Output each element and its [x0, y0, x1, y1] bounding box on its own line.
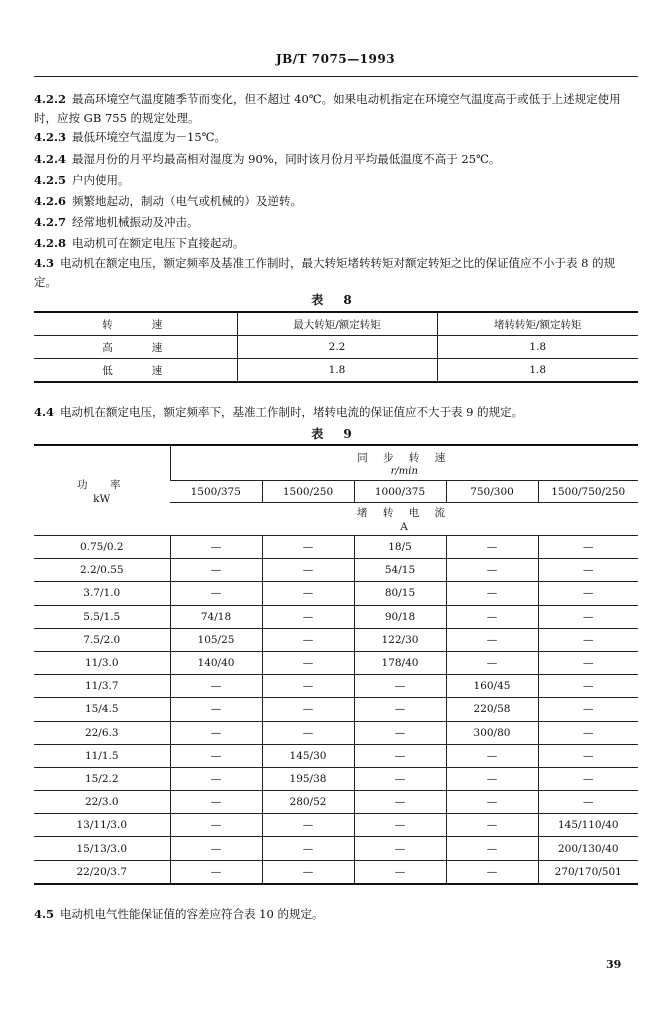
current-unit: A [400, 521, 408, 533]
locked-rotor-current-cell: 270/170/501 [538, 860, 638, 884]
table-row [34, 698, 638, 721]
paragraph-4-2-2 [34, 90, 638, 128]
table-row [34, 837, 638, 860]
locked-rotor-current-cell: — [354, 744, 446, 767]
locked-rotor-current-cell: — [446, 837, 538, 860]
locked-rotor-current-cell: — [170, 860, 262, 884]
locked-rotor-current-cell: — [538, 605, 638, 628]
table-cell: 1.8 [237, 359, 437, 383]
locked-rotor-current-cell: — [170, 791, 262, 814]
clause-number: 4.4 [34, 405, 55, 419]
table-cell: 1.8 [437, 359, 638, 383]
locked-rotor-current-cell: — [262, 675, 354, 698]
paragraph-4-2-7 [34, 213, 638, 232]
table-cell: 2.2 [237, 336, 437, 359]
clause-text: 户内使用。 [72, 173, 130, 187]
locked-rotor-current-cell: — [538, 582, 638, 605]
locked-rotor-current-cell: — [354, 767, 446, 790]
table-row [34, 359, 638, 383]
clause-text: 最低环境空气温度为－15℃。 [72, 130, 227, 144]
paragraph-4-3 [34, 254, 638, 292]
clause-number: 4.2.4 [34, 152, 67, 166]
table-row [34, 721, 638, 744]
locked-rotor-current-cell: 280/52 [262, 791, 354, 814]
table-cell: 高 速 [34, 336, 237, 359]
clause-number: 4.2.8 [34, 236, 67, 250]
locked-rotor-current-cell: 90/18 [354, 605, 446, 628]
table-9-caption: 表 9 [311, 427, 360, 441]
power-header [34, 445, 170, 536]
power-cell: 7.5/2.0 [34, 628, 170, 651]
locked-rotor-current-cell: — [170, 559, 262, 582]
clause-number: 4.3 [34, 256, 55, 270]
locked-rotor-current-cell: — [354, 860, 446, 884]
clause-number: 4.2.3 [34, 130, 67, 144]
locked-rotor-current-cell: — [538, 791, 638, 814]
locked-rotor-current-cell: 300/80 [446, 721, 538, 744]
locked-rotor-current-cell: — [262, 559, 354, 582]
locked-rotor-current-cell: — [262, 721, 354, 744]
locked-rotor-current-cell: 145/30 [262, 744, 354, 767]
locked-rotor-current-cell: — [354, 675, 446, 698]
locked-rotor-current-cell: — [446, 582, 538, 605]
locked-rotor-current-cell: — [538, 744, 638, 767]
table-row [34, 651, 638, 674]
locked-rotor-current-cell: — [262, 582, 354, 605]
locked-rotor-current-cell: — [262, 605, 354, 628]
locked-rotor-current-cell: 18/5 [354, 536, 446, 559]
power-cell: 15/4.5 [34, 698, 170, 721]
power-label: 功 率 [77, 478, 127, 491]
locked-rotor-current-cell: — [170, 675, 262, 698]
speed-column-header: 1500/250 [262, 481, 354, 503]
locked-rotor-current-cell: 80/15 [354, 582, 446, 605]
locked-rotor-current-cell: — [446, 860, 538, 884]
locked-rotor-current-cell: 145/110/40 [538, 814, 638, 837]
locked-rotor-current-cell: — [354, 721, 446, 744]
locked-rotor-current-cell: 122/30 [354, 628, 446, 651]
locked-rotor-current-cell: — [446, 559, 538, 582]
locked-rotor-current-cell: — [538, 536, 638, 559]
power-cell: 3.7/1.0 [34, 582, 170, 605]
locked-rotor-current-cell: 54/15 [354, 559, 446, 582]
speed-header [170, 445, 638, 481]
locked-rotor-current-cell: — [354, 698, 446, 721]
locked-rotor-current-cell: 160/45 [446, 675, 538, 698]
table-cell: 低 速 [34, 359, 237, 383]
current-header [170, 503, 638, 536]
locked-rotor-current-cell: — [170, 698, 262, 721]
locked-rotor-current-cell: — [354, 814, 446, 837]
table-row [34, 675, 638, 698]
power-cell: 11/1.5 [34, 744, 170, 767]
table-9-body [34, 536, 638, 884]
locked-rotor-current-cell: — [538, 698, 638, 721]
paragraph-4-4 [34, 403, 638, 422]
locked-rotor-current-cell: — [446, 605, 538, 628]
page-number: 39 [606, 958, 622, 971]
current-label: 堵 转 电 流 [356, 507, 451, 519]
locked-rotor-current-cell: — [170, 767, 262, 790]
table-row [34, 744, 638, 767]
power-unit: kW [93, 492, 111, 505]
column-header: 最大转矩/额定转矩 [237, 312, 437, 336]
clause-number: 4.2.7 [34, 215, 67, 229]
table-row [34, 791, 638, 814]
clause-text: 电动机在额定电压，额定频率及基准工作制时，最大转矩堵转转矩对额定转矩之比的保证值应不小于表 8 的规定。 [34, 256, 616, 289]
locked-rotor-current-cell: — [446, 744, 538, 767]
speed-column-header: 1500/750/250 [538, 481, 638, 503]
power-cell: 22/3.0 [34, 791, 170, 814]
locked-rotor-current-cell: — [262, 651, 354, 674]
locked-rotor-current-cell: — [538, 767, 638, 790]
power-cell: 15/2.2 [34, 767, 170, 790]
locked-rotor-current-cell: — [538, 559, 638, 582]
clause-number: 4.2.5 [34, 173, 67, 187]
paragraph-4-2-6 [34, 192, 638, 211]
clause-number: 4.5 [34, 907, 55, 921]
locked-rotor-current-cell: — [354, 791, 446, 814]
clause-text: 电动机在额定电压，额定频率下，基准工作制时，堵转电流的保证值应不大于表 9 的规定。 [60, 405, 524, 419]
power-cell: 15/13/3.0 [34, 837, 170, 860]
locked-rotor-current-cell: — [354, 837, 446, 860]
clause-text: 经常地机械振动及冲击。 [72, 215, 199, 229]
locked-rotor-current-cell: — [262, 698, 354, 721]
power-cell: 22/6.3 [34, 721, 170, 744]
locked-rotor-current-cell: — [538, 628, 638, 651]
locked-rotor-current-cell: — [446, 814, 538, 837]
power-cell: 13/11/3.0 [34, 814, 170, 837]
locked-rotor-current-cell: — [170, 582, 262, 605]
locked-rotor-current-cell: — [538, 721, 638, 744]
clause-text: 最湿月份的月平均最高相对湿度为 90%，同时该月份月平均最低温度不高于 25℃。 [72, 152, 501, 166]
document-header: JB/T 7075—1993 [275, 52, 396, 66]
paragraph-4-2-4 [34, 150, 638, 169]
table-row [34, 860, 638, 884]
table-row [34, 605, 638, 628]
table-row [34, 559, 638, 582]
table-header-row [34, 445, 638, 481]
locked-rotor-current-cell: 195/38 [262, 767, 354, 790]
paragraph-4-2-5 [34, 171, 638, 190]
locked-rotor-current-cell: 74/18 [170, 605, 262, 628]
clause-text: 电动机可在额定电压下直接起动。 [72, 236, 245, 250]
locked-rotor-current-cell: — [170, 744, 262, 767]
table-row [34, 628, 638, 651]
locked-rotor-current-cell: — [446, 651, 538, 674]
locked-rotor-current-cell: 140/40 [170, 651, 262, 674]
clause-number: 4.2.2 [34, 92, 67, 106]
clause-text: 最高环境空气温度随季节而变化，但不超过 40℃。如果电动机指定在环境空气温度高于或低于上述规定使用时，应按 GB 755 的规定处理。 [34, 92, 621, 125]
locked-rotor-current-cell: — [262, 814, 354, 837]
clause-text: 电动机电气性能保证值的容差应符合表 10 的规定。 [60, 907, 324, 921]
speed-column-header: 750/300 [446, 481, 538, 503]
clause-text: 频繁地起动，制动（电气或机械的）及逆转。 [72, 194, 303, 208]
locked-rotor-current-cell: — [262, 628, 354, 651]
locked-rotor-current-cell: — [446, 791, 538, 814]
locked-rotor-current-cell: 105/25 [170, 628, 262, 651]
power-cell: 11/3.7 [34, 675, 170, 698]
speed-label: 同 步 转 速 [357, 451, 452, 464]
locked-rotor-current-cell: — [170, 721, 262, 744]
table-row [34, 767, 638, 790]
table-row [34, 582, 638, 605]
speed-column-header: 1500/375 [170, 481, 262, 503]
locked-rotor-current-cell: 200/130/40 [538, 837, 638, 860]
locked-rotor-current-cell: 220/58 [446, 698, 538, 721]
speed-unit: r/min [390, 465, 418, 477]
power-cell: 2.2/0.55 [34, 559, 170, 582]
locked-rotor-current-cell: — [446, 767, 538, 790]
locked-rotor-current-cell: 178/40 [354, 651, 446, 674]
table-row [34, 336, 638, 359]
header-divider [34, 76, 638, 77]
table-header-row [34, 312, 638, 336]
power-cell: 22/20/3.7 [34, 860, 170, 884]
power-cell: 5.5/1.5 [34, 605, 170, 628]
paragraph-4-2-8 [34, 234, 638, 253]
table-cell: 1.8 [437, 336, 638, 359]
clause-number: 4.2.6 [34, 194, 67, 208]
locked-rotor-current-cell: — [446, 536, 538, 559]
locked-rotor-current-cell: — [262, 536, 354, 559]
paragraph-4-5 [34, 905, 638, 924]
locked-rotor-current-cell: — [538, 675, 638, 698]
table-9 [34, 444, 638, 885]
column-header: 转 速 [102, 318, 169, 331]
paragraph-4-2-3 [34, 128, 638, 147]
power-cell: 0.75/0.2 [34, 536, 170, 559]
locked-rotor-current-cell: — [170, 814, 262, 837]
locked-rotor-current-cell: — [538, 651, 638, 674]
locked-rotor-current-cell: — [170, 536, 262, 559]
locked-rotor-current-cell: — [262, 860, 354, 884]
column-header: 堵转转矩/额定转矩 [437, 312, 638, 336]
table-row [34, 814, 638, 837]
power-cell: 11/3.0 [34, 651, 170, 674]
locked-rotor-current-cell: — [262, 837, 354, 860]
table-8-caption: 表 8 [311, 293, 360, 307]
locked-rotor-current-cell: — [446, 628, 538, 651]
speed-column-header: 1000/375 [354, 481, 446, 503]
locked-rotor-current-cell: — [170, 837, 262, 860]
table-row [34, 536, 638, 559]
table-8 [34, 311, 638, 383]
